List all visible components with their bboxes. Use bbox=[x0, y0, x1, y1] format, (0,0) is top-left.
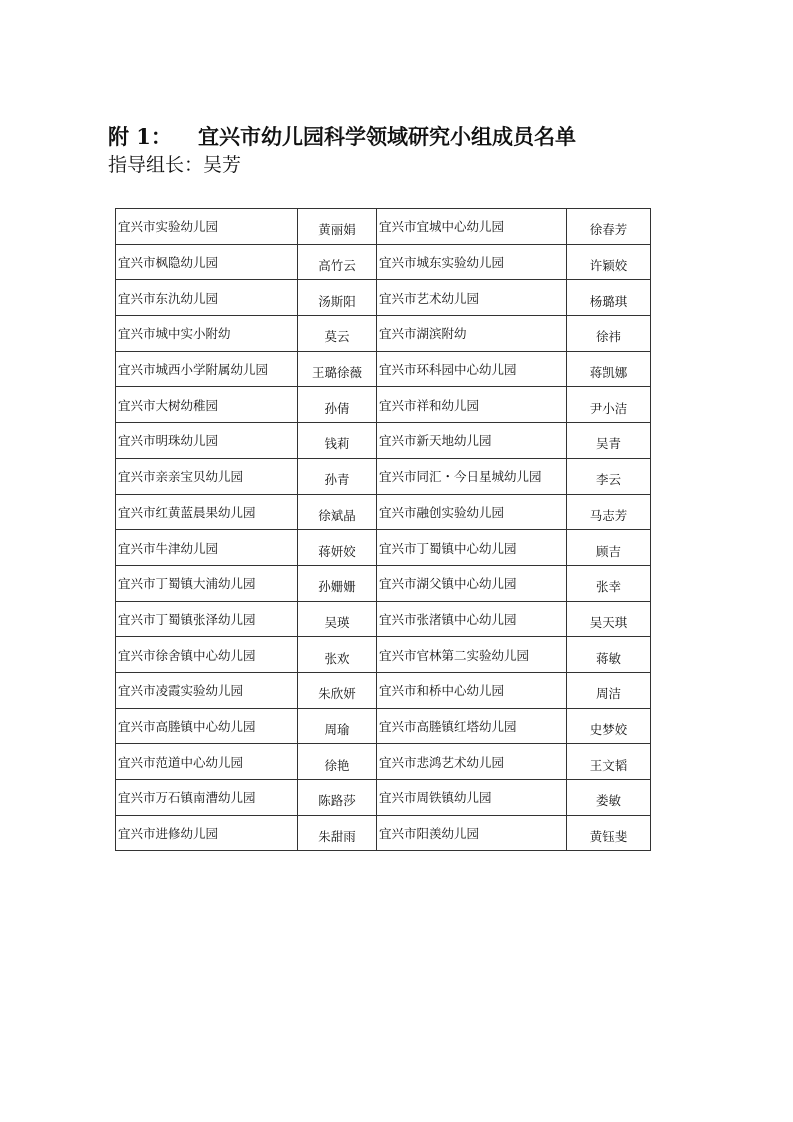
school-name-cell: 宜兴市牛津幼儿园 bbox=[116, 530, 298, 566]
school-name-cell: 宜兴市东氿幼儿园 bbox=[116, 280, 298, 316]
member-name-cell bbox=[567, 280, 651, 316]
member-name-cell bbox=[298, 530, 377, 566]
member-name: 王璐徐薇 bbox=[311, 365, 362, 381]
member-name-cell bbox=[567, 530, 651, 566]
member-name-cell bbox=[298, 387, 377, 423]
school-name-cell: 宜兴市和桥中心幼儿园 bbox=[377, 672, 567, 708]
table-row bbox=[116, 494, 651, 530]
member-name-cell bbox=[567, 244, 651, 280]
member-name: 孙青 bbox=[324, 472, 350, 488]
school-name-cell: 宜兴市高塍镇中心幼儿园 bbox=[116, 708, 298, 744]
member-name: 徐祎 bbox=[595, 329, 621, 345]
member-name: 蒋凯娜 bbox=[589, 365, 628, 381]
school-name-cell: 宜兴市高塍镇红塔幼儿园 bbox=[377, 708, 567, 744]
member-name: 钱莉 bbox=[324, 436, 350, 452]
member-name-cell bbox=[567, 601, 651, 637]
member-name-cell bbox=[298, 565, 377, 601]
table-row bbox=[116, 601, 651, 637]
member-name-cell bbox=[298, 708, 377, 744]
member-name-cell bbox=[298, 244, 377, 280]
member-name: 顾吉 bbox=[595, 543, 621, 559]
member-name: 吴青 bbox=[595, 436, 621, 452]
table-row bbox=[116, 744, 651, 780]
member-name-cell bbox=[567, 815, 651, 851]
school-name-cell: 宜兴市丁蜀镇大浦幼儿园 bbox=[116, 565, 298, 601]
school-name-cell: 宜兴市丁蜀镇张泽幼儿园 bbox=[116, 601, 298, 637]
school-name-cell: 宜兴市环科园中心幼儿园 bbox=[377, 351, 567, 387]
member-name-cell bbox=[298, 780, 377, 816]
school-name-cell: 宜兴市亲亲宝贝幼儿园 bbox=[116, 458, 298, 494]
member-name: 黄钰斐 bbox=[589, 829, 628, 845]
member-name: 莫云 bbox=[324, 329, 350, 345]
member-name-cell bbox=[567, 744, 651, 780]
leader-line: 指导组长：吴芳 bbox=[108, 154, 242, 176]
school-name-cell: 宜兴市明珠幼儿园 bbox=[116, 423, 298, 459]
school-name-cell: 宜兴市官林第二实验幼儿园 bbox=[377, 637, 567, 673]
school-name-cell: 宜兴市大树幼稚园 bbox=[116, 387, 298, 423]
school-name-cell: 宜兴市凌霞实验幼儿园 bbox=[116, 672, 298, 708]
member-name: 徐春芳 bbox=[589, 222, 628, 238]
member-name-cell bbox=[298, 209, 377, 245]
member-name-cell bbox=[298, 601, 377, 637]
member-name: 许颖姣 bbox=[589, 258, 628, 274]
member-name: 马志芳 bbox=[589, 507, 628, 523]
school-name-cell: 宜兴市同汇・今日星城幼儿园 bbox=[377, 458, 567, 494]
appendix-label: 附 1： bbox=[108, 124, 172, 149]
school-name-cell: 宜兴市范道中心幼儿园 bbox=[116, 744, 298, 780]
member-name: 蒋敏 bbox=[595, 650, 621, 666]
member-name: 周瑜 bbox=[324, 721, 350, 737]
member-name-cell bbox=[567, 672, 651, 708]
school-name-cell: 宜兴市阳羡幼儿园 bbox=[377, 815, 567, 851]
member-name: 王文韬 bbox=[589, 757, 628, 773]
school-name-cell: 宜兴市进修幼儿园 bbox=[116, 815, 298, 851]
member-name: 李云 bbox=[595, 472, 621, 488]
school-name-cell: 宜兴市城中实小附幼 bbox=[116, 316, 298, 352]
table-row bbox=[116, 316, 651, 352]
member-name: 杨璐琪 bbox=[589, 293, 628, 309]
table-row bbox=[116, 280, 651, 316]
member-name: 尹小洁 bbox=[589, 400, 628, 416]
member-name: 汤斯阳 bbox=[318, 293, 356, 309]
member-name: 黄丽娟 bbox=[318, 222, 356, 238]
member-name: 吴瑛 bbox=[324, 614, 350, 630]
school-name-cell: 宜兴市祥和幼儿园 bbox=[377, 387, 567, 423]
table-row bbox=[116, 530, 651, 566]
school-name-cell: 宜兴市实验幼儿园 bbox=[116, 209, 298, 245]
member-name-cell bbox=[567, 209, 651, 245]
member-name: 史梦姣 bbox=[589, 721, 628, 737]
table-row bbox=[116, 209, 651, 245]
member-name: 徐艳 bbox=[324, 757, 350, 773]
school-name-cell: 宜兴市红黄蓝晨果幼儿园 bbox=[116, 494, 298, 530]
member-name: 孙倩 bbox=[324, 400, 350, 416]
school-name-cell: 宜兴市丁蜀镇中心幼儿园 bbox=[377, 530, 567, 566]
school-name-cell: 宜兴市融创实验幼儿园 bbox=[377, 494, 567, 530]
member-name-cell bbox=[298, 316, 377, 352]
member-name-cell bbox=[298, 744, 377, 780]
school-name-cell: 宜兴市万石镇南漕幼儿园 bbox=[116, 780, 298, 816]
member-name-cell bbox=[298, 280, 377, 316]
document-heading bbox=[108, 120, 728, 154]
member-name: 张欢 bbox=[324, 650, 350, 666]
member-name-cell bbox=[567, 637, 651, 673]
table-row bbox=[116, 708, 651, 744]
member-name-cell bbox=[298, 351, 377, 387]
member-name-cell bbox=[298, 672, 377, 708]
member-name: 娄敏 bbox=[595, 793, 621, 809]
table-row bbox=[116, 637, 651, 673]
member-name-cell bbox=[567, 351, 651, 387]
school-name-cell: 宜兴市城西小学附属幼儿园 bbox=[116, 351, 298, 387]
member-name: 徐斌晶 bbox=[318, 507, 356, 523]
member-name-cell bbox=[298, 815, 377, 851]
members-table-body bbox=[116, 209, 651, 851]
school-name-cell: 宜兴市宜城中心幼儿园 bbox=[377, 209, 567, 245]
member-name: 张幸 bbox=[595, 579, 621, 595]
table-row bbox=[116, 815, 651, 851]
member-name-cell bbox=[298, 494, 377, 530]
school-name-cell: 宜兴市城东实验幼儿园 bbox=[377, 244, 567, 280]
member-name-cell bbox=[567, 423, 651, 459]
table-row bbox=[116, 565, 651, 601]
school-name-cell: 宜兴市周铁镇幼儿园 bbox=[377, 780, 567, 816]
school-name-cell: 宜兴市湖父镇中心幼儿园 bbox=[377, 565, 567, 601]
member-name-cell bbox=[298, 458, 377, 494]
school-name-cell: 宜兴市新天地幼儿园 bbox=[377, 423, 567, 459]
table-row bbox=[116, 672, 651, 708]
school-name-cell: 宜兴市艺术幼儿园 bbox=[377, 280, 567, 316]
member-name: 朱欣妍 bbox=[318, 686, 356, 702]
table-row bbox=[116, 458, 651, 494]
table-row bbox=[116, 351, 651, 387]
member-name-cell bbox=[567, 387, 651, 423]
school-name-cell: 宜兴市悲鸿艺术幼儿园 bbox=[377, 744, 567, 780]
member-name: 吴天琪 bbox=[589, 614, 628, 630]
member-name-cell bbox=[567, 494, 651, 530]
table-row bbox=[116, 780, 651, 816]
table-row bbox=[116, 423, 651, 459]
member-name: 朱甜雨 bbox=[318, 829, 356, 845]
member-name-cell bbox=[567, 458, 651, 494]
member-name-cell bbox=[567, 565, 651, 601]
member-name: 蒋妍姣 bbox=[318, 543, 356, 559]
member-name: 周洁 bbox=[595, 686, 621, 702]
table-row bbox=[116, 387, 651, 423]
school-name-cell: 宜兴市湖滨附幼 bbox=[377, 316, 567, 352]
school-name-cell: 宜兴市枫隐幼儿园 bbox=[116, 244, 298, 280]
member-name-cell bbox=[298, 637, 377, 673]
member-name-cell bbox=[567, 780, 651, 816]
member-name: 孙姗姗 bbox=[318, 579, 356, 595]
member-name-cell bbox=[298, 423, 377, 459]
member-name-cell bbox=[567, 316, 651, 352]
member-name: 陈路莎 bbox=[318, 793, 356, 809]
school-name-cell: 宜兴市张渚镇中心幼儿园 bbox=[377, 601, 567, 637]
table-row bbox=[116, 244, 651, 280]
member-name: 高竹云 bbox=[318, 258, 356, 274]
member-name-cell bbox=[567, 708, 651, 744]
school-name-cell: 宜兴市徐舍镇中心幼儿园 bbox=[116, 637, 298, 673]
members-table bbox=[115, 208, 651, 851]
document-title: 宜兴市幼儿园科学领域研究小组成员名单 bbox=[198, 124, 576, 149]
